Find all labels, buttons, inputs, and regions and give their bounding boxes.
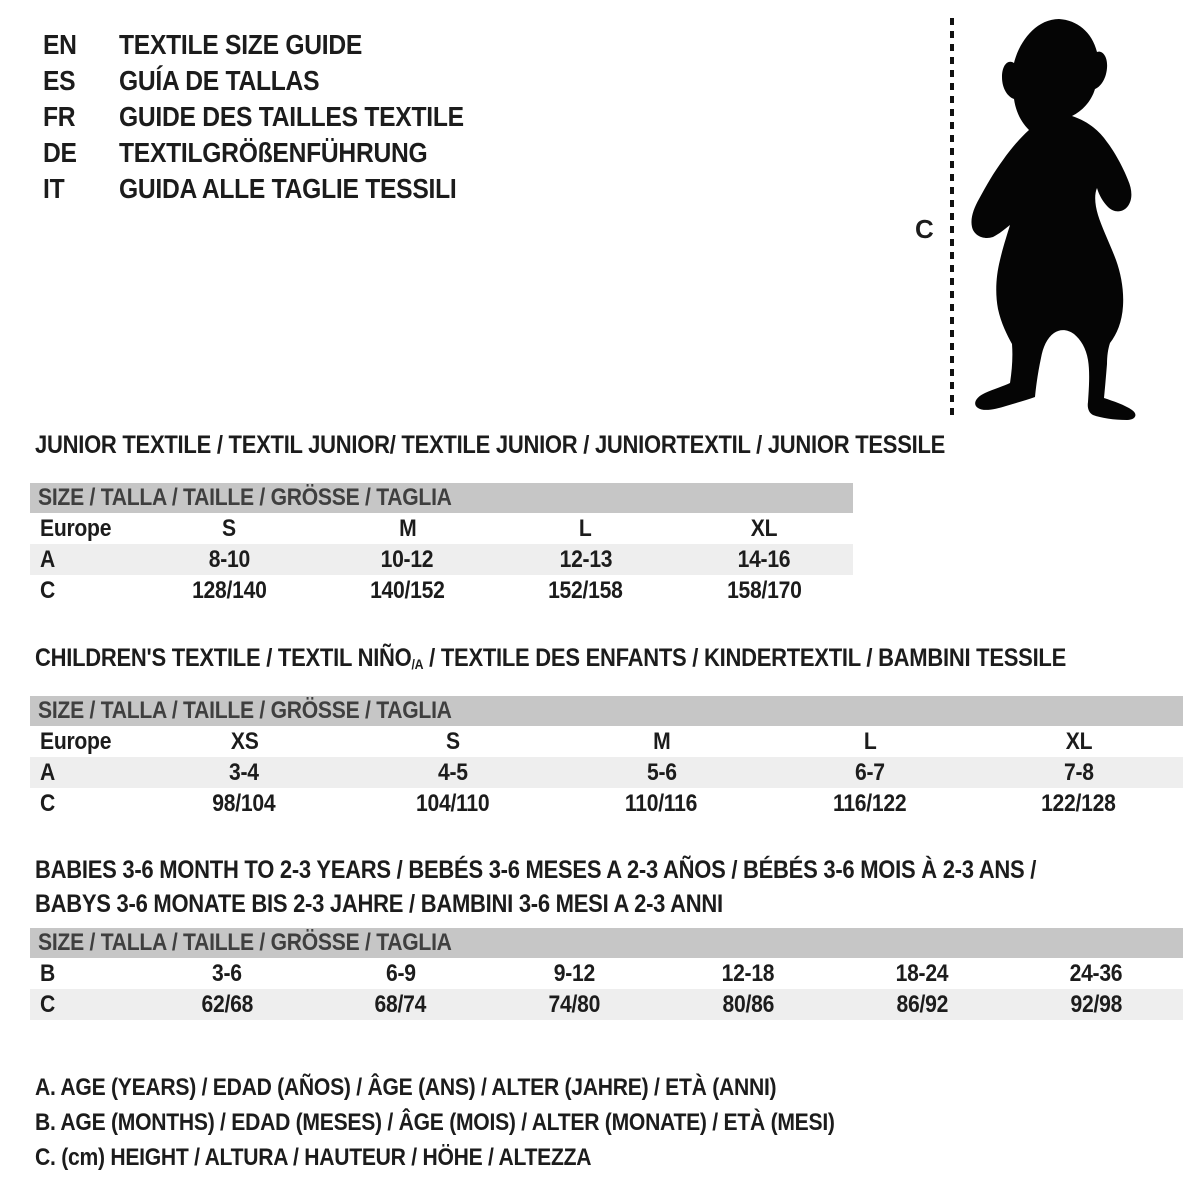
table-cell: 122/128 [1041,789,1116,817]
table-cell: 9-12 [553,959,596,987]
table-cell: 104/110 [416,789,490,817]
table-cell: S [222,514,237,542]
table-cell: 140/152 [370,576,445,604]
childrens-textile-title-block [30,645,1183,677]
language-guide-title: TEXTILGRÖßENFÜHRUNG [119,137,428,168]
junior-textile-rows [30,513,853,606]
table-row [30,958,1183,989]
row-label: Europe [40,727,112,755]
table-row [30,575,853,606]
language-code: ES [43,65,76,96]
legend-line: B. AGE (MONTHS) / EDAD (MESES) / ÂGE (MOIS) / ALTER (MONATE) / ETÀ (MESI) [35,1108,835,1136]
language-code: FR [43,101,76,132]
table-cell: M [652,727,671,755]
table-cell: S [445,727,460,755]
toddler-figure [905,10,1165,435]
table-cell: 158/170 [726,576,802,604]
table-cell: 110/116 [625,789,698,817]
language-code: EN [43,29,77,60]
table-cell: 116/122 [833,789,907,817]
table-cell: 92/98 [1070,990,1122,1018]
babies-textile-rows [30,958,1183,1020]
childrens-textile-rows [30,726,1183,819]
table-cell: 152/158 [548,576,623,604]
table-cell: 10-12 [381,545,434,573]
table-cell: 8-10 [208,545,250,573]
table-cell: 7-8 [1063,758,1094,786]
size-header-bar [30,928,1183,958]
language-row [43,135,511,171]
language-header [43,27,511,207]
table-cell: 6-7 [855,758,885,786]
title-subscript: /A [411,656,424,673]
measurement-legend [35,1070,944,1175]
table-title: BABIES 3-6 MONTH TO 2-3 YEARS / BEBÉS 3-6 MESES A 2-3 AÑOS / BÉBÉS 3-6 MOIS À 2-3 ANS / [35,856,1037,884]
table-title: BABYS 3-6 MONATE BIS 2-3 JAHRE / BAMBINI 3-6 MESI A 2-3 ANNI [35,890,723,918]
table-row [30,989,1183,1020]
table-cell: 5-6 [646,758,677,786]
table-cell: 80/86 [722,990,775,1018]
table-cell: XS [230,727,259,755]
table-cell: 62/68 [201,990,253,1018]
row-label: C [40,576,56,604]
table-row [30,757,1183,788]
table-cell: 98/104 [212,789,276,817]
table-title: CHILDREN'S TEXTILE / TEXTIL $NIÑO_{/A}$ / TEXTILE DES ENFANTS / KINDERTEXTIL / BAMBINI TESSILE [35,644,1067,673]
table-cell: 18-24 [895,959,949,987]
table-cell: XL [750,514,778,542]
row-label: B [40,959,56,987]
language-guide-title: TEXTILE SIZE GUIDE [119,29,363,60]
table-cell: 24-36 [1069,959,1123,987]
babies-textile-title-block [30,853,1183,921]
table-row [30,513,853,544]
language-guide-title: GUIDE DES TAILLES TEXTILE [119,101,464,132]
size-header-label: SIZE / TALLA / TAILLE / GRÖSSE / TAGLIA [38,929,452,956]
table-cell: M [398,514,417,542]
language-row [43,171,511,207]
row-label: C [40,990,56,1018]
legend-line: C. (cm) HEIGHT / ALTURA / HAUTEUR / HÖHE / ALTEZZA [35,1143,592,1171]
toddler-silhouette-icon [963,16,1148,424]
legend-line: A. AGE (YEARS) / EDAD (AÑOS) / ÂGE (ANS) / ALTER (JAHRE) / ETÀ (ANNI) [35,1073,777,1101]
junior-textile-section [30,431,946,606]
language-row [43,63,511,99]
height-measure-dashed-line [950,18,954,418]
table-cell: 3-6 [212,959,242,987]
size-header-label: SIZE / TALLA / TAILLE / GRÖSSE / TAGLIA [38,697,452,725]
row-label: C [40,789,56,817]
language-row [43,99,511,135]
size-header-bar [30,696,1183,726]
table-cell: 14-16 [737,545,791,573]
row-label: Europe [40,514,112,542]
table-cell: 6-9 [385,959,416,987]
table-cell: 12-18 [722,959,775,987]
table-title: JUNIOR TEXTILE / TEXTIL JUNIOR/ TEXTILE JUNIOR / JUNIORTEXTIL / JUNIOR TESSILE [35,431,946,459]
table-row [30,788,1183,819]
table-cell: XL [1065,727,1092,755]
language-code: DE [43,137,77,168]
row-label: A [40,545,56,573]
table-cell: 12-13 [559,545,612,573]
table-cell: 68/74 [374,990,427,1018]
table-cell: 86/92 [896,990,948,1018]
childrens-textile-section [30,645,1183,819]
table-cell: 74/80 [548,990,601,1018]
size-header-label: SIZE / TALLA / TAILLE / GRÖSSE / TAGLIA [38,484,452,511]
language-guide-title: GUÍA DE TALLAS [119,65,320,96]
language-row [43,27,511,63]
table-row [30,544,853,575]
table-cell: L [863,727,877,755]
table-cell: 4-5 [438,758,468,786]
language-guide-title: GUIDA ALLE TAGLIE TESSILI [119,173,457,204]
junior-textile-title-block [30,431,946,459]
row-label: A [40,758,56,786]
table-cell: 128/140 [191,576,267,604]
size-header-bar [30,483,853,513]
table-cell: L [579,514,592,542]
language-code: IT [43,173,65,204]
babies-textile-section [30,853,1183,1020]
table-cell: 3-4 [229,758,260,786]
table-row [30,726,1183,757]
height-measure-label: C [915,214,934,244]
